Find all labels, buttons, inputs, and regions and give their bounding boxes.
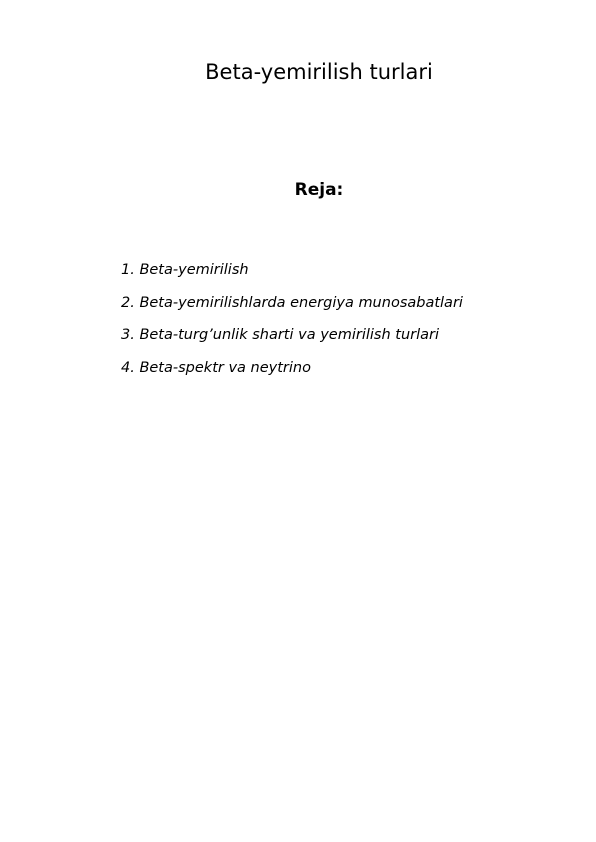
plan-item: 2. Beta-yemirilishlarda energiya munosabatlari (121, 294, 463, 311)
plan-item: 4. Beta-spektr va neytrino (121, 359, 311, 376)
plan-heading: Reja: (294, 180, 344, 200)
document-title: Beta-yemirilish turlari (205, 60, 433, 84)
plan-item: 3. Beta-turg’unlik sharti va yemirilish turlari (121, 327, 439, 343)
plan-item: 1. Beta-yemirilish (121, 262, 249, 278)
plan-list (121, 254, 463, 384)
